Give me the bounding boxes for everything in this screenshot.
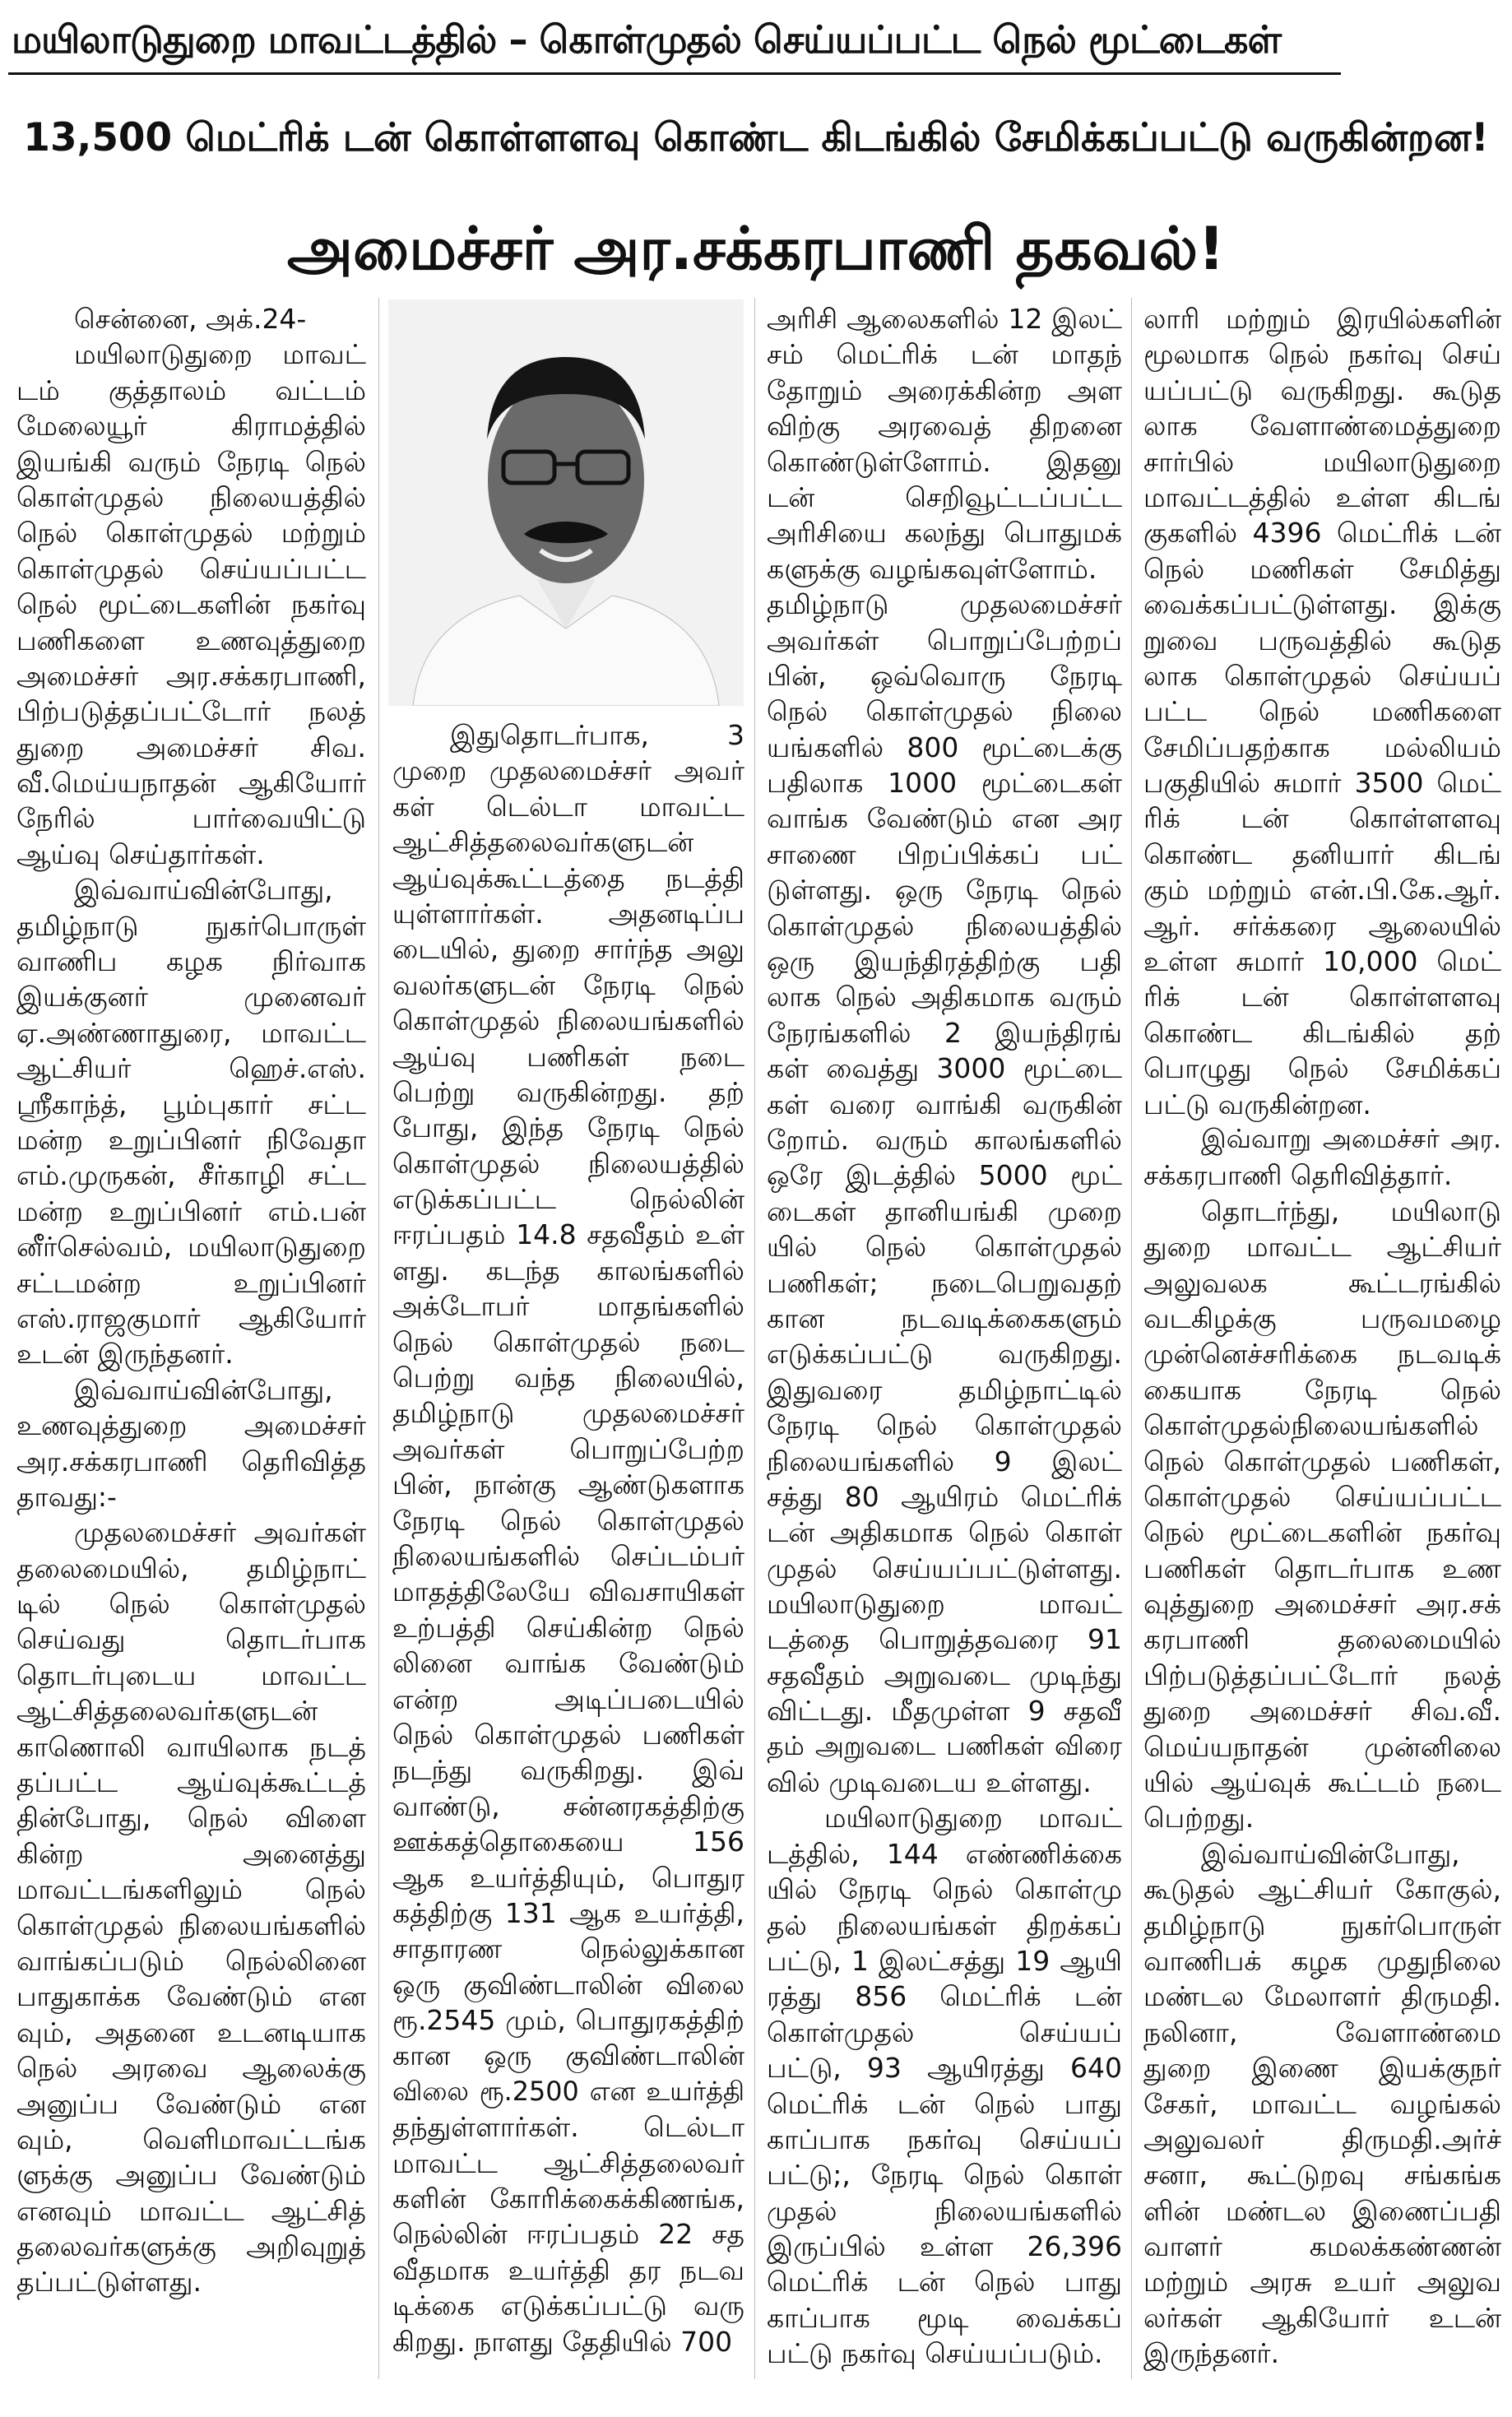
article-column-3 — [767, 301, 1122, 2372]
article-paragraph — [16, 1515, 366, 2300]
article-text-line: மேலையூர் கிராமத்தில் — [16, 410, 366, 443]
article-text-line: பட்டு;, நேரடி நெல் கொள் — [767, 2159, 1122, 2192]
article-text-line: உணவுத்துறை அமைச்சர் — [16, 1409, 366, 1442]
article-text-line: வீ.மெய்யநாதன் ஆகியோர் — [16, 767, 366, 800]
article-text-line: ரிக் டன் கொள்ளளவு — [1143, 802, 1501, 835]
article-text-line: மன்ற உறுப்பினர் நிவேதா — [16, 1123, 366, 1156]
article-text-line: கூடுதல் ஆட்சியர் கோகுல், — [1143, 1873, 1501, 1906]
article-text-line: ஒரு இயந்திரத்திற்கு பதி — [767, 945, 1122, 978]
article-text-line: மெட்ரிக் டன் நெல் பாது — [767, 2087, 1122, 2120]
article-text-line: துறை அமைச்சர் சிவ. — [16, 731, 366, 763]
article-text-line: தமிழ்நாடு நுகர்பொருள் — [16, 909, 366, 942]
kicker-underline — [8, 72, 1341, 75]
article-text-line: பணிகள்; நடைபெறுவதற் — [767, 1266, 1122, 1299]
article-text-line: நேரில் பார்வையிட்டு — [16, 802, 366, 835]
article-text-line: பின், நான்கு ஆண்டுகளாக — [392, 1468, 744, 1501]
article-text-line: சேகர், மாவட்ட வழங்கல் — [1143, 2087, 1501, 2120]
article-text-line: ஏ.அண்ணாதுரை, மாவட்ட — [16, 1016, 366, 1049]
article-text-line: நலினா, வேளாண்மை — [1143, 2016, 1501, 2048]
article-text-line: ஒரே இடத்தில் 5000 மூட் — [767, 1159, 1122, 1192]
article-text-line: அமைச்சர் அர.சக்கரபாணி, — [16, 659, 366, 692]
article-text-line: இருந்தனர். — [1143, 2337, 1280, 2370]
article-text-line: னீர்செல்வம், மயிலாடுதுறை — [16, 1231, 366, 1264]
article-text-line: நிலையங்களில் 9 இலட் — [767, 1445, 1122, 1478]
article-paragraph — [16, 301, 366, 336]
article-text-line: மாவட்டத்தில் உள்ள கிடங் — [1143, 480, 1501, 513]
article-text-line: நெல் மணிகள் சேமித்து — [1143, 552, 1501, 585]
article-text-line: டில் நெல் கொள்முதல் — [16, 1588, 366, 1621]
portrait-photo-icon — [388, 299, 744, 706]
article-text-line: டத்தில், 144 எண்ணிக்கை — [767, 1837, 1122, 1870]
article-text-line: சாணை பிறப்பிக்கப் பட் — [767, 837, 1122, 870]
article-text-line: மயிலாடுதுறை மாவட் — [74, 338, 366, 371]
article-text-line: கொள்முதல்நிலையங்களில் — [1143, 1409, 1479, 1442]
article-paragraph — [1143, 301, 1501, 1122]
article-text-line: நேரடி நெல் கொள்முதல் — [767, 1409, 1122, 1442]
article-paragraph — [16, 336, 366, 872]
article-text-line: ளது. கடந்த காலங்களில் — [392, 1254, 744, 1287]
article-text-line: லாக நெல் அதிகமாக வரும் — [767, 981, 1122, 1014]
article-text-line: அக்டோபர் மாதங்களில் — [392, 1290, 744, 1323]
article-paragraph — [16, 872, 366, 1371]
article-text-line: சக்கரபாணி தெரிவித்தார். — [1143, 1159, 1453, 1192]
article-text-line: இதுவரை தமிழ்நாட்டில் — [767, 1373, 1122, 1406]
column-divider — [754, 298, 755, 2379]
article-text-line: லினை வாங்க வேண்டும் — [392, 1647, 744, 1680]
article-text-line: நெல் கொள்முதல் பணிகள், — [1143, 1445, 1501, 1478]
article-text-line: கள் வரை வாங்கி வருகின் — [767, 1088, 1122, 1120]
article-text-line: மூலமாக நெல் நகர்வு செய் — [1143, 338, 1501, 371]
article-text-line: கொள்முதல் செய்யப்பட்ட — [1143, 1480, 1501, 1513]
article-text-line: வும், வெளிமாவட்டங்க — [16, 2122, 366, 2155]
article-text-line: தப்பட்டுள்ளது. — [16, 2266, 202, 2299]
article-text-line: றுவை பருவத்தில் கூடுத — [1143, 624, 1501, 656]
article-text-line: இருப்பில் உள்ள 26,396 — [767, 2230, 1122, 2263]
article-text-line: கொண்ட கிடங்கில் தற் — [1143, 1016, 1501, 1049]
article-text-line: விற்கு அரவைத் திறனை — [767, 410, 1122, 443]
article-text-line: ஆக உயர்த்தியும், பொதுர — [392, 1861, 744, 1894]
article-text-line: கொள்முதல் நிலையத்தில் — [767, 909, 1122, 942]
article-text-line: நேரடி நெல் கொள்முதல் — [392, 1504, 744, 1537]
article-paragraph — [1143, 1122, 1501, 1194]
article-text-line: தப்பட்ட ஆய்வுக்கூட்டத் — [16, 1766, 366, 1799]
article-text-line: மாவட்ட ஆட்சித்தலைவர் — [392, 2146, 744, 2179]
article-text-line: வீதமாக உயர்த்தி தர நடவ — [392, 2253, 744, 2286]
article-text-line: லாக வேளாண்மைத்துறை — [1143, 410, 1501, 443]
article-text-line: பணிகள் தொடர்பாக உண — [1143, 1552, 1501, 1584]
article-text-line: இவ்வாய்வின்போது, — [1201, 1837, 1460, 1870]
article-text-line: சார்பில் மயிலாடுதுறை — [1143, 445, 1501, 478]
article-text-line: கொள்முதல் செய்யப் — [767, 2016, 1122, 2048]
article-text-line: டையில், துறை சார்ந்த அலு — [392, 933, 744, 966]
article-text-line: மயிலாடுதுறை மாவட் — [824, 1802, 1122, 1835]
article-text-line: தின்போது, நெல் விளை — [16, 1802, 366, 1835]
article-text-line: வாணிப கழக நிர்வாக — [16, 945, 366, 978]
article-text-line: கொண்ட தனியார் கிடங் — [1143, 837, 1501, 870]
article-text-line: நெல் கொள்முதல் நிலை — [767, 695, 1122, 728]
article-text-line: ரூ.2545 மும், பொதுரகத்திற் — [392, 2004, 744, 2037]
article-text-line: லாரி மற்றும் இரயில்களின் — [1143, 303, 1501, 335]
article-text-line: அவர்கள் பொறுப்பேற்றப் — [767, 624, 1122, 656]
article-text-line: றோம். வரும் காலங்களில் — [767, 1123, 1122, 1156]
article-column-1 — [16, 301, 366, 2300]
article-text-line: கையாக நேரடி நெல் — [1143, 1373, 1501, 1406]
article-text-line: மாதத்திலேயே விவசாயிகள் — [392, 1575, 744, 1608]
article-text-line: உற்பத்தி செய்கின்ற நெல் — [392, 1611, 744, 1644]
article-text-line: கத்திற்கு 131 ஆக உயர்த்தி, — [392, 1896, 744, 1929]
article-text-line: வில் முடிவடைய உள்ளது. — [767, 1766, 1092, 1799]
article-text-line: துறை அமைச்சர் சிவ.வீ. — [1143, 1695, 1501, 1728]
article-text-line: அரிசி ஆலைகளில் 12 இலட் — [767, 303, 1122, 335]
article-text-line: முன்னெச்சரிக்கை நடவடிக் — [1143, 1338, 1501, 1371]
article-text-line: தமிழ்நாடு முதலமைச்சர் — [392, 1397, 744, 1430]
article-text-line: விட்டது. மீதமுள்ள 9 சதவீ — [767, 1695, 1122, 1728]
article-text-line: அரிசியை கலந்து பொதுமக் — [767, 517, 1122, 550]
article-text-line: ஈரப்பதம் 14.8 சதவீதம் உள் — [392, 1218, 744, 1251]
article-text-line: இவ்வாறு அமைச்சர் அர. — [1201, 1124, 1501, 1154]
article-text-line: வடகிழக்கு பருவமழை — [1143, 1301, 1501, 1334]
article-text-line: ஊக்கத்தொகையை 156 — [392, 1826, 744, 1858]
article-text-line: நேரங்களில் 2 இயந்திரங் — [767, 1016, 1122, 1049]
article-text-line: உள்ள சுமார் 10,000 மெட் — [1143, 945, 1501, 978]
article-text-line: கொண்டுள்ளோம். இதனு — [767, 445, 1122, 478]
article-text-line: தமிழ்நாடு நுகர்பொருள் — [1143, 1909, 1501, 1941]
article-text-line: தந்துள்ளார்கள். டெல்டா — [392, 2111, 744, 2144]
article-text-line: தொடர்புடைய மாவட்ட — [16, 1658, 366, 1691]
article-text-line: தொடர்ந்து, மயிலாடு — [1201, 1195, 1501, 1227]
article-text-line: தலைமையில், தமிழ்நாட் — [16, 1552, 366, 1584]
article-text-line: காப்பாக மூடி வைக்கப் — [767, 2301, 1122, 2334]
article-column-2 — [392, 717, 744, 2359]
article-text-line: நெல் அரவை ஆலைக்கு — [16, 2052, 366, 2085]
article-text-line: நெல் மூட்டைகளின் நகர்வு — [1143, 1516, 1501, 1549]
article-text-line: பெற்று வந்த நிலையில், — [392, 1362, 744, 1394]
article-text-line: ஸ்ரீகாந்த், பூம்புகார் சட்ட — [16, 1088, 366, 1120]
article-text-line: ரிக் டன் கொள்ளளவு — [1143, 981, 1501, 1014]
article-text-line: தம் அறுவடை பணிகள் விரை — [767, 1731, 1122, 1761]
main-headline: 13,500 மெட்ரிக் டன் கொள்ளளவு கொண்ட கிடங்கில் சேமிக்கப்பட்டு வருகின்றன! — [23, 116, 1489, 160]
article-text-line: சனா, கூட்டுறவு சங்கங்க — [1143, 2159, 1501, 2192]
article-text-line: ஆட்சித்தலைவர்களுடன் — [392, 826, 694, 859]
article-text-line: கான நடவடிக்கைகளும் — [767, 1301, 1122, 1334]
article-text-line: நெல் கொள்முதல் பணிகள் — [392, 1718, 744, 1751]
article-text-line: பதிலாக 1000 மூட்டைகள் — [767, 767, 1122, 800]
kicker-headline: மயிலாடுதுறை மாவட்டத்தில் – கொள்முதல் செய்யப்பட்ட நெல் மூட்டைகள் — [12, 17, 1282, 62]
article-text-line: பட்டு, 93 ஆயிரத்து 640 — [767, 2052, 1122, 2085]
article-text-line: மெய்யநாதன் முன்னிலை — [1143, 1730, 1501, 1763]
article-text-line: ளின் மண்டல இணைப்பதி — [1143, 2194, 1501, 2227]
article-text-line: சம் மெட்ரிக் டன் மாதந் — [767, 338, 1122, 371]
article-column-4 — [1143, 301, 1501, 2372]
article-text-line: டுள்ளது. ஒரு நேரடி நெல் — [767, 874, 1122, 907]
article-text-line: மெட்ரிக் டன் நெல் பாது — [767, 2266, 1122, 2299]
article-text-line: வாண்டு, சன்னரகத்திற்கு — [392, 1789, 744, 1822]
article-text-line: டத்தை பொறுத்தவரை 91 — [767, 1623, 1122, 1656]
article-text-line: எனவும் மாவட்ட ஆட்சித் — [16, 2194, 366, 2227]
article-text-line: கரபாணி தலைமையில் — [1143, 1623, 1501, 1656]
minister-photo — [388, 299, 744, 706]
article-text-line: பட்டு நகர்வு செய்யப்படும். — [767, 2337, 1103, 2370]
article-paragraph — [392, 717, 744, 2359]
article-text-line: கொள்முதல் நிலையத்தில் — [392, 1147, 744, 1180]
article-text-line: துறை மாவட்ட ஆட்சியர் — [1143, 1231, 1501, 1264]
article-text-line: நெல் கொள்முதல் நடை — [392, 1325, 744, 1358]
article-text-line: வாங்க வேண்டும் என அர — [767, 802, 1122, 835]
article-text-line: உடன் இருந்தனர். — [16, 1338, 234, 1371]
article-text-line: கொள்முதல் செய்யப்பட்ட — [16, 552, 366, 585]
article-text-line: பகுதியில் சுமார் 3500 மெட் — [1143, 767, 1501, 800]
article-text-line: யில் நேரடி நெல் கொள்மு — [767, 1873, 1122, 1906]
article-text-line: சென்னை, அக்.24- — [74, 303, 307, 335]
sub-headline: அமைச்சர் அர.சக்கரபாணி தகவல்! — [286, 214, 1226, 283]
article-text-line: அலுவலர் திருமதி.அர்ச் — [1143, 2122, 1501, 2155]
column-divider — [378, 298, 379, 2379]
article-paragraph — [16, 1372, 366, 1515]
article-text-line: மற்றும் அரசு உயர் அலுவ — [1143, 2266, 1501, 2299]
article-text-line: என்ற அடிப்படையில் — [392, 1682, 744, 1715]
article-text-line: சாதாரண நெல்லுக்கான — [392, 1932, 744, 1965]
article-text-line: டன் செறிவூட்டப்பட்ட — [767, 480, 1122, 513]
article-paragraph — [767, 587, 1122, 1800]
article-text-line: வைக்கப்பட்டுள்ளது. இக்கு — [1143, 588, 1501, 621]
article-text-line: சட்டமன்ற உறுப்பினர் — [16, 1266, 366, 1299]
article-text-line: போது, இந்த நேரடி நெல் — [392, 1111, 744, 1144]
article-text-line: எஸ்.ராஜகுமார் ஆகியோர் — [16, 1301, 366, 1334]
article-text-line: நெல் மூட்டைகளின் நகர்வு — [16, 588, 366, 621]
article-text-line: பிற்படுத்தப்பட்டோர் நலத் — [1143, 1658, 1501, 1691]
article-text-line: பிற்படுத்தப்பட்டோர் நலத் — [16, 695, 366, 728]
article-text-line: மன்ற உறுப்பினர் எம்.பன் — [16, 1195, 366, 1227]
article-text-line: முதல் செய்யப்பட்டுள்ளது. — [767, 1552, 1122, 1584]
article-text-line: நெல்லின் ஈரப்பதம் 22 சத — [392, 2218, 744, 2251]
article-text-line: பணிகளை உணவுத்துறை — [16, 624, 366, 656]
article-text-line: சதவீதம் அறுவடை முடிந்து — [767, 1658, 1122, 1691]
article-text-line: லர்கள் ஆகியோர் உடன் — [1143, 2301, 1501, 2334]
article-text-line: டம் குத்தாலம் வட்டம் — [16, 373, 366, 406]
article-text-line: வலர்களுடன் நேரடி நெல் — [392, 968, 744, 1001]
article-text-line: கிறது. நாளது தேதியில் 700 — [392, 2325, 733, 2358]
article-text-line: ஆட்சித்தலைவர்களுடன் — [16, 1695, 318, 1728]
article-text-line: முதல் நிலையங்களில் — [767, 2194, 1122, 2227]
article-paragraph — [767, 1800, 1122, 2371]
article-text-line: மயிலாடுதுறை மாவட் — [767, 1588, 1122, 1621]
article-text-line: களுக்கு வழங்கவுள்ளோம். — [767, 552, 1097, 585]
article-text-line: முதலமைச்சர் அவர்கள் — [74, 1516, 366, 1549]
article-text-line: பட்டு, 1 இலட்சத்து 19 ஆயி — [767, 1944, 1122, 1977]
article-text-line: ஆய்வுக்கூட்டத்தை நடத்தி — [392, 861, 744, 894]
article-text-line: ஆய்வு பணிகள் நடை — [392, 1040, 744, 1073]
article-text-line: மாவட்டங்களிலும் நெல் — [16, 1873, 366, 1906]
article-text-line: காப்பாக நகர்வு செய்யப் — [767, 2122, 1122, 2155]
article-text-line: மண்டல மேலாளர் திருமதி. — [1143, 1980, 1501, 2013]
article-text-line: கும் மற்றும் என்.பி.கே.ஆர். — [1143, 874, 1501, 907]
article-text-line: யப்பட்டு வருகிறது. கூடுத — [1143, 373, 1501, 406]
article-text-line: பின், ஒவ்வொரு நேரடி — [767, 659, 1122, 692]
article-text-line: தலைவர்களுக்கு அறிவுறுத் — [16, 2230, 366, 2263]
article-text-line: செய்வது தொடர்பாக — [16, 1623, 366, 1656]
article-text-line: யில் நெல் கொள்முதல் — [767, 1231, 1122, 1264]
article-text-line: குகளில் 4396 மெட்ரிக் டன் — [1143, 517, 1501, 550]
article-text-line: தல் நிலையங்கள் திறக்கப் — [767, 1909, 1122, 1941]
article-text-line: நிலையங்களில் செப்டம்பர் — [392, 1539, 744, 1572]
article-text-line: யங்களில் 800 மூட்டைக்கு — [767, 731, 1122, 763]
article-text-line: அனுப்ப வேண்டும் என — [16, 2087, 366, 2120]
article-text-line: டன் அதிகமாக நெல் கொள் — [767, 1516, 1122, 1549]
article-text-line: முறை முதலமைச்சர் அவர் — [392, 754, 744, 787]
article-text-line: களின் கோரிக்கைக்கிணங்க, — [392, 2183, 744, 2215]
article-text-line: யில் ஆய்வுக் கூட்டம் நடை — [1143, 1766, 1501, 1799]
article-text-line: டிக்கை எடுக்கப்பட்டு வரு — [392, 2289, 744, 2322]
article-text-line: தோறும் அரைக்கின்ற அள — [767, 373, 1122, 406]
article-text-line: துறை இணை இயக்குநர் — [1143, 2052, 1501, 2085]
article-text-line: ஆர். சர்க்கரை ஆலையில் — [1143, 909, 1501, 942]
article-text-line: வும், அதனை உடனடியாக — [16, 2016, 366, 2048]
article-text-line: கின்ற அனைத்து — [16, 1837, 366, 1870]
article-text-line: பெற்று வருகின்றது. தற் — [392, 1075, 744, 1108]
column-divider — [1131, 298, 1132, 2379]
article-text-line: அவர்கள் பொறுப்பேற்ற — [392, 1432, 744, 1465]
article-text-line: ஒரு குவிண்டாலின் விலை — [392, 1968, 744, 2001]
article-text-line: கொள்முதல் நிலையத்தில் — [16, 480, 366, 513]
article-text-line: கொள்முதல் நிலையங்களில் — [16, 1909, 366, 1941]
article-text-line: கள் வைத்து 3000 மூட்டை — [767, 1052, 1122, 1085]
article-text-line: தமிழ்நாடு முதலமைச்சர் — [767, 588, 1122, 621]
article-text-line: இயக்குனர் முனைவர் — [16, 981, 366, 1014]
article-text-line: வாணிபக் கழக முதுநிலை — [1143, 1944, 1501, 1977]
article-text-line: கள் டெல்டா மாவட்ட — [392, 790, 744, 823]
article-text-line: தாவது:- — [16, 1480, 117, 1513]
article-text-line: சேமிப்பதற்காக மல்லியம் — [1143, 731, 1501, 763]
article-text-line: நெல் கொள்முதல் மற்றும் — [16, 517, 366, 550]
article-text-line: இயங்கி வரும் நேரடி நெல் — [16, 445, 366, 478]
article-text-line: கொள்முதல் நிலையங்களில் — [392, 1004, 744, 1037]
article-text-line: எம்.முருகன், சீர்காழி சட்ட — [16, 1159, 366, 1192]
article-text-line: நடந்து வருகிறது. இவ் — [392, 1754, 744, 1787]
article-text-line: வுத்துறை அமைச்சர் அர.சக் — [1143, 1588, 1501, 1621]
article-text-line: எடுக்கப்பட்டு வருகிறது. — [767, 1338, 1122, 1371]
article-text-line: ரத்து 856 மெட்ரிக் டன் — [767, 1980, 1122, 2013]
article-paragraph — [767, 301, 1122, 587]
article-text-line: யுள்ளார்கள். அதனடிப்ப — [392, 897, 744, 930]
article-text-line: பட்டு வருகின்றன. — [1143, 1088, 1371, 1120]
article-text-line: பொழுது நெல் சேமிக்கப் — [1143, 1052, 1501, 1085]
article-text-line: ளுக்கு அனுப்ப வேண்டும் — [16, 2159, 366, 2192]
article-text-line: எடுக்கப்பட்ட நெல்லின் — [392, 1183, 744, 1216]
article-text-line: சத்து 80 ஆயிரம் மெட்ரிக் — [767, 1480, 1122, 1513]
article-text-line: இதுதொடர்பாக, 3 — [450, 719, 744, 751]
article-text-line: ஆய்வு செய்தார்கள். — [16, 837, 265, 870]
article-text-line: கான ஒரு குவிண்டாலின் — [392, 2039, 744, 2072]
article-text-line: லாக கொள்முதல் செய்யப் — [1143, 659, 1501, 692]
article-text-line: ஆட்சியர் ஹெச்.எஸ். — [16, 1052, 366, 1085]
article-paragraph — [1143, 1836, 1501, 2372]
article-text-line: இவ்வாய்வின்போது, — [74, 1373, 333, 1406]
article-text-line: பாதுகாக்க வேண்டும் என — [16, 1980, 366, 2013]
article-text-line: அர.சக்கரபாணி தெரிவித்த — [16, 1445, 366, 1478]
article-text-line: பெற்றது. — [1143, 1802, 1255, 1835]
article-text-line: விலை ரூ.2500 என உயர்த்தி — [392, 2075, 744, 2107]
article-text-line: இவ்வாய்வின்போது, — [74, 874, 333, 907]
article-text-line: பட்ட நெல் மணிகளை — [1143, 695, 1501, 728]
article-text-line: வாங்கப்படும் நெல்லினை — [16, 1944, 366, 1977]
article-text-line: வாளர் கமலக்கண்ணன் — [1143, 2230, 1501, 2263]
article-text-line: டைகள் தானியங்கி முறை — [767, 1195, 1122, 1227]
article-paragraph — [1143, 1194, 1501, 1836]
article-text-line: காணொலி வாயிலாக நடத் — [16, 1730, 366, 1763]
article-text-line: அலுவலக கூட்டரங்கில் — [1143, 1266, 1501, 1299]
